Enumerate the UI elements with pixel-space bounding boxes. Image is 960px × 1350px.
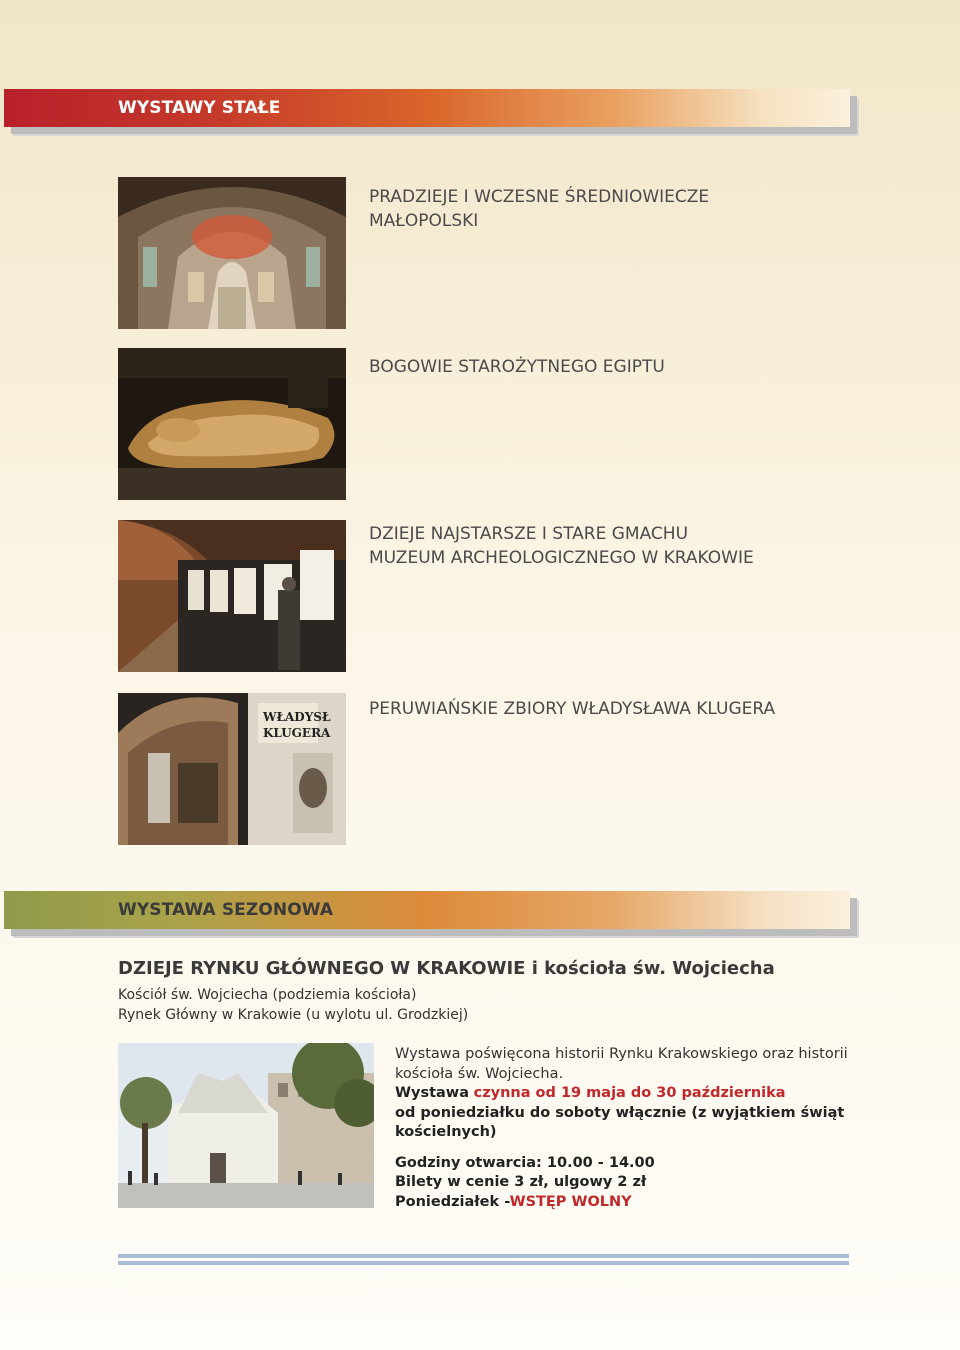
mummy-sarcophagus-photo bbox=[118, 348, 346, 500]
open-prefix: Wystawa bbox=[395, 1085, 469, 1101]
seasonal-location-line2: Rynek Główny w Krakowie (u wylotu ul. Grodzkiej) bbox=[118, 1007, 469, 1023]
exhibition-title-4 bbox=[369, 697, 889, 721]
footer-divider-top bbox=[118, 1254, 849, 1258]
seasonal-description bbox=[395, 1045, 855, 1212]
desc-line2: kościoła św. Wojciecha. bbox=[395, 1065, 564, 1082]
exhibition-title-3 bbox=[369, 522, 889, 570]
days-line2: kościelnych) bbox=[395, 1124, 497, 1140]
free-entry: WSTĘP WOLNY bbox=[509, 1193, 632, 1210]
permanent-banner-title: WYSTAWY STAŁE bbox=[118, 98, 281, 118]
exhibition-title-1-line2: MAŁOPOLSKI bbox=[369, 211, 479, 231]
open-dates: czynna od 19 maja do 30 października bbox=[473, 1085, 786, 1101]
opening-hours: Godziny otwarcia: 10.00 - 14.00 bbox=[395, 1154, 655, 1171]
seasonal-banner-title: WYSTAWA SEZONOWA bbox=[118, 900, 334, 920]
exhibition-title-1 bbox=[369, 185, 889, 233]
church-photo bbox=[118, 1043, 374, 1208]
seasonal-title: DZIEJE RYNKU GŁÓWNEGO W KRAKOWIE i kościoła św. Wojciecha bbox=[118, 958, 775, 979]
days-line1: od poniedziałku do soboty włącznie (z wyjątkiem świąt bbox=[395, 1104, 845, 1121]
footer-divider-bottom bbox=[118, 1261, 849, 1265]
vaulted-gallery-photo bbox=[118, 177, 346, 329]
monday-line bbox=[395, 1193, 855, 1213]
permanent-exhibitions-banner bbox=[4, 89, 850, 127]
ticket-prices: Bilety w cenie 3 zł, ulgowy 2 zł bbox=[395, 1174, 647, 1190]
kluger-exhibition-photo bbox=[118, 693, 346, 845]
museum-corridor-photo bbox=[118, 520, 346, 672]
svg-text:KLUGERA: KLUGERA bbox=[263, 726, 331, 740]
exhibition-title-1-line1: PRADZIEJE I WCZESNE ŚREDNIOWIECZE bbox=[369, 187, 710, 207]
exhibition-title-2 bbox=[369, 355, 889, 379]
monday-prefix: Poniedziałek - bbox=[395, 1193, 510, 1210]
open-dates-line bbox=[395, 1084, 855, 1104]
seasonal-exhibition-banner bbox=[4, 891, 850, 929]
exhibition-title-3-line1: DZIEJE NAJSTARSZE I STARE GMACHU bbox=[369, 524, 689, 544]
desc-line1: Wystawa poświęcona historii Rynku Krakowskiego oraz historii bbox=[395, 1046, 848, 1062]
exhibition-title-4-line1: PERUWIAŃSKIE ZBIORY WŁADYSŁAWA KLUGERA bbox=[369, 699, 776, 719]
exhibition-title-3-line2: MUZEUM ARCHEOLOGICZNEGO W KRAKOWIE bbox=[369, 548, 754, 568]
svg-text:WŁADYSŁ: WŁADYSŁ bbox=[263, 710, 331, 724]
seasonal-location-line1: Kościół św. Wojciecha (podziemia kościoła) bbox=[118, 987, 417, 1003]
exhibition-title-2-line1: BOGOWIE STAROŻYTNEGO EGIPTU bbox=[369, 357, 665, 377]
